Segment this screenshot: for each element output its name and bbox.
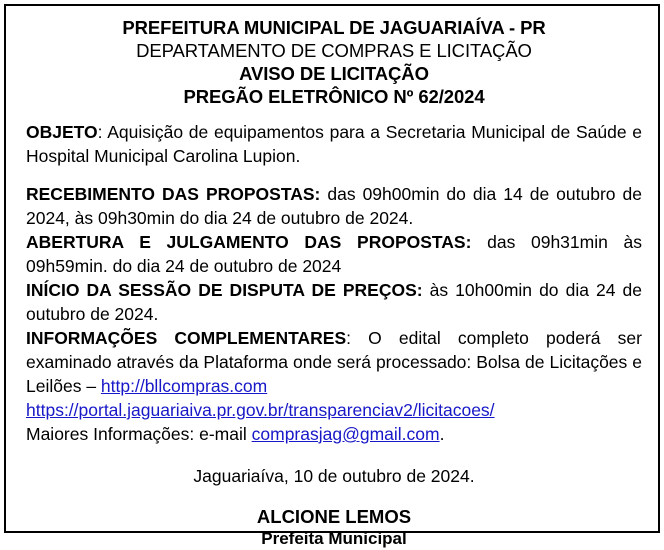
link-email-comprasjag[interactable]: comprasjag@gmail.com [251, 424, 440, 444]
informacoes-label: INFORMAÇÕES COMPLEMENTARES [26, 328, 347, 348]
paragraph-spacer [26, 168, 642, 182]
notice-body [26, 120, 642, 488]
paragraph-objeto [26, 120, 642, 168]
abertura-label: ABERTURA E JULGAMENTO DAS PROPOSTAS: [26, 232, 472, 252]
paragraph-portal-link [26, 398, 642, 422]
abertura-text: das 09h31min às 09h59min. do dia 24 de outubro de 2024 [26, 232, 643, 276]
paragraph-inicio [26, 278, 642, 326]
maiores-text: Maiores Informações: e-mail [26, 424, 252, 444]
inicio-text: às 10h00min do dia 24 de outubro de 2024. [26, 280, 642, 324]
header-line-process: PREGÃO ELETRÔNICO Nº 62/2024 [183, 86, 485, 107]
signature-role: Prefeita Municipal [261, 529, 407, 548]
objeto-text: : Aquisição de equipamentos para a Secretaria Municipal de Saúde e Hospital Municipal Carolina Lupion. [26, 122, 642, 166]
informacoes-text: : O edital completo poderá ser examinado através da Plataforma onde será processado: Bolsa de Licitações e Leilões – [26, 328, 642, 396]
recebimento-label: RECEBIMENTO DAS PROPOSTAS: [26, 184, 321, 204]
document-border [4, 4, 660, 548]
header-line-municipality: PREFEITURA MUNICIPAL DE JAGUARIAÍVA - PR [122, 17, 546, 38]
inicio-label: INÍCIO DA SESSÃO DE DISPUTA DE PREÇOS: [26, 280, 423, 300]
paragraph-recebimento [26, 182, 642, 230]
paragraph-maiores-informacoes [26, 422, 642, 446]
document-content [26, 16, 642, 550]
maiores-end: . [439, 424, 445, 444]
link-portal-transparencia[interactable]: https://portal.jaguariaiva.pr.gov.br/transparenciav2/licitacoes/ [26, 400, 495, 420]
link-bll-compras[interactable]: http://bllcompras.com [100, 376, 268, 396]
paragraph-date: Jaguariaíva, 10 de outubro de 2024. [193, 465, 475, 486]
objeto-label: OBJETO [26, 122, 98, 142]
header-line-notice: AVISO DE LICITAÇÃO [239, 63, 429, 84]
signature-name: ALCIONE LEMOS [256, 506, 412, 527]
header-line-department: DEPARTAMENTO DE COMPRAS E LICITAÇÃO [136, 40, 532, 61]
paragraph-abertura [26, 230, 642, 278]
recebimento-text: das 09h00min do dia 14 de outubro de 2024, às 09h30min do dia 24 de outubro de 2024. [26, 184, 643, 228]
paragraph-informacoes [26, 326, 642, 398]
